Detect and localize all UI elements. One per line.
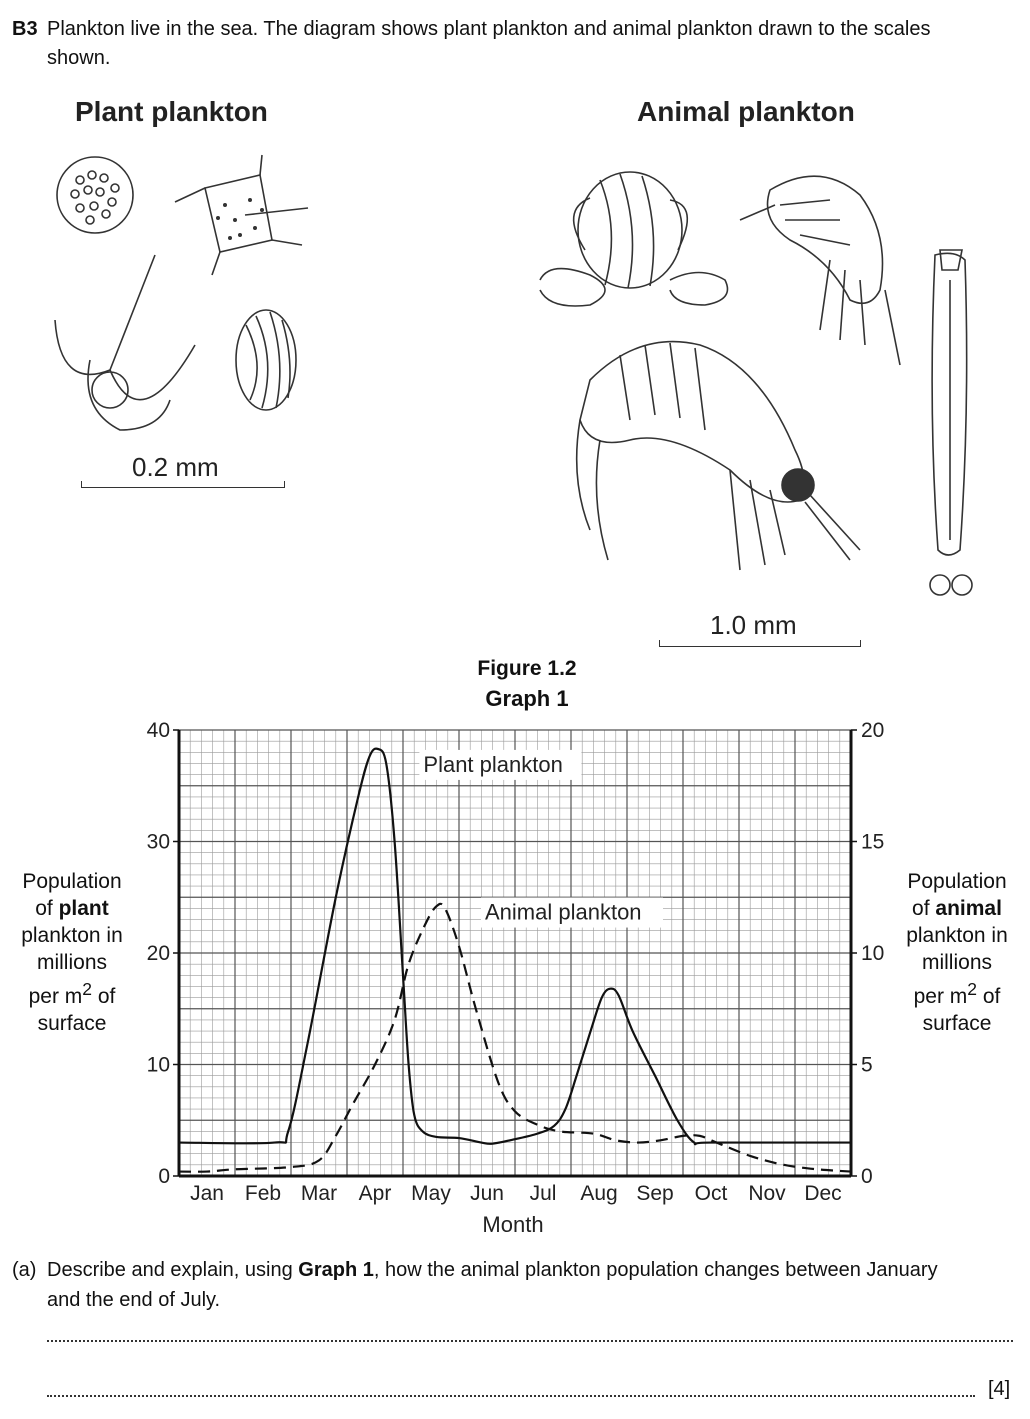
x-tick-label: May xyxy=(411,1182,451,1205)
right-axis-line5a: per m xyxy=(913,985,968,1008)
left-axis-line4: millions xyxy=(36,951,107,974)
marks-label: [4] xyxy=(988,1378,1011,1400)
right-axis-line6: surface xyxy=(922,1012,992,1035)
left-axis-bold: plant xyxy=(58,897,109,920)
animal-scale-label: 1.0 mm xyxy=(710,610,797,640)
left-tick-label: 10 xyxy=(146,1053,170,1077)
figure-label: Figure 1.2 xyxy=(477,657,577,680)
part-a-label: (a) xyxy=(12,1259,37,1281)
right-axis-line2a: of xyxy=(912,897,936,920)
right-axis-line5b: of xyxy=(977,985,1001,1008)
part-a-bold: Graph 1 xyxy=(298,1259,374,1281)
right-tick-label: 15 xyxy=(861,830,885,854)
x-axis-ticks xyxy=(190,1182,842,1205)
x-tick-label: Apr xyxy=(358,1182,392,1205)
left-tick-label: 20 xyxy=(146,942,170,965)
right-tick-label: 10 xyxy=(861,942,885,965)
right-axis-line4: millions xyxy=(921,951,992,974)
animal-plankton-label: Animal plankton xyxy=(485,899,642,925)
left-tick-label: 0 xyxy=(158,1165,170,1188)
x-tick-label: Mar xyxy=(300,1182,338,1205)
x-tick-label: Jul xyxy=(529,1182,557,1205)
left-axis-line1: Population xyxy=(22,870,122,893)
part-a-text-before: Describe and explain, using xyxy=(47,1259,299,1281)
right-axis-bold: animal xyxy=(935,897,1002,920)
answer-line-1[interactable] xyxy=(47,1336,1013,1342)
left-axis-line3: plankton in xyxy=(21,924,123,947)
left-tick-label: 30 xyxy=(146,830,170,854)
x-tick-label: Dec xyxy=(804,1182,842,1205)
question-intro-line1: Plankton live in the sea. The diagram shows plant plankton and animal plankton drawn to the scales xyxy=(47,18,931,40)
x-tick-label: Aug xyxy=(580,1182,618,1205)
left-axis-ticks xyxy=(147,719,179,1188)
left-axis-sup: 2 xyxy=(82,979,93,999)
x-tick-label: Jun xyxy=(470,1182,504,1205)
right-tick-label: 5 xyxy=(861,1053,873,1077)
x-axis-title: Month xyxy=(482,1212,544,1237)
right-tick-label: 20 xyxy=(861,719,885,742)
animal-plankton-title: Animal plankton xyxy=(637,96,855,127)
graph-title: Graph 1 xyxy=(485,686,569,711)
question-intro-line2: shown. xyxy=(47,47,111,69)
question-number: B3 xyxy=(12,18,38,40)
right-axis-sup: 2 xyxy=(967,979,978,999)
plant-plankton-label: Plant plankton xyxy=(423,751,563,777)
x-tick-label: Jan xyxy=(190,1182,224,1205)
right-tick-label: 0 xyxy=(861,1165,873,1188)
part-a xyxy=(12,1255,1022,1315)
left-tick-label: 40 xyxy=(146,719,170,742)
x-tick-label: Oct xyxy=(694,1182,728,1205)
left-axis-line2a: of xyxy=(35,897,59,920)
x-tick-label: Sep xyxy=(636,1182,674,1205)
left-axis-line5a: per m xyxy=(28,985,83,1008)
plant-scale-label: 0.2 mm xyxy=(132,452,219,482)
left-axis-line5b: of xyxy=(92,985,116,1008)
part-a-line2: and the end of July. xyxy=(47,1289,221,1311)
right-axis-line3: plankton in xyxy=(906,924,1008,947)
x-tick-label: Feb xyxy=(244,1182,282,1205)
answer-line-2[interactable] xyxy=(47,1391,975,1397)
plant-plankton-title: Plant plankton xyxy=(75,96,268,127)
x-tick-label: Nov xyxy=(748,1182,786,1205)
part-a-text-after: , how the animal plankton population changes between January xyxy=(373,1259,938,1281)
left-axis-line6: surface xyxy=(37,1012,107,1035)
right-axis-ticks xyxy=(851,719,884,1188)
right-axis-line1: Population xyxy=(907,870,1007,893)
